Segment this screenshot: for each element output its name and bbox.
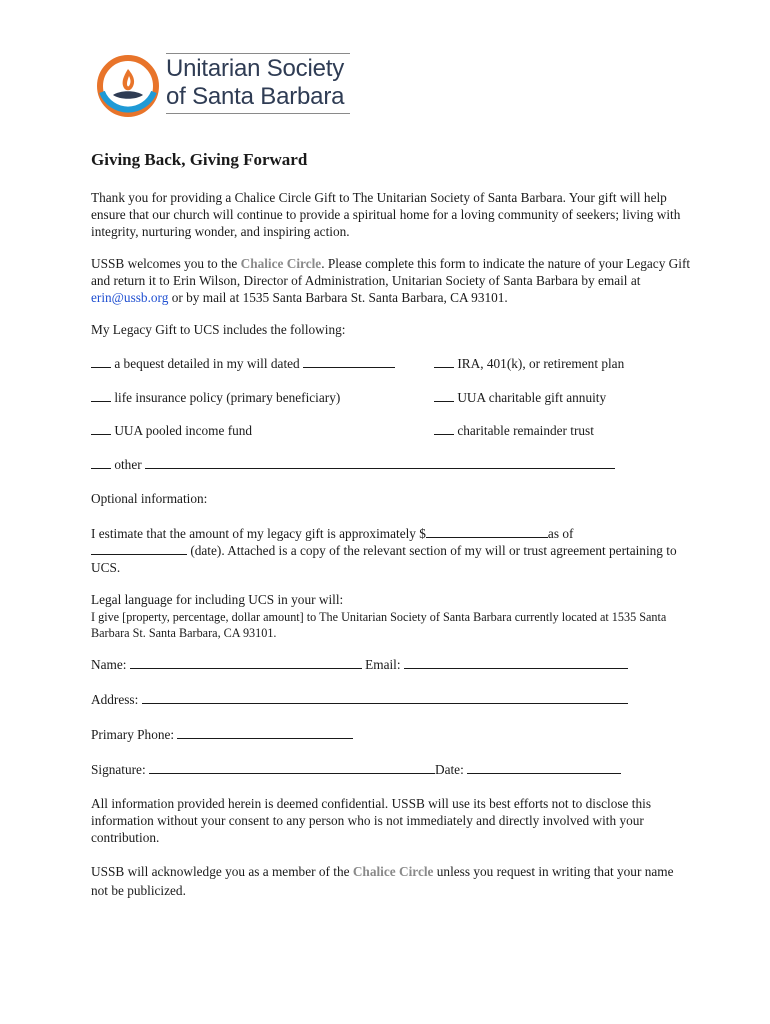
includes-heading: My Legacy Gift to UCS includes the following: [91,322,346,337]
checkbox-line[interactable] [91,423,111,435]
estimate-date-field[interactable] [91,543,187,555]
logo-line1: Unitarian Society [166,55,345,82]
estimate-paragraph [91,525,691,576]
address-row [91,692,628,708]
date-field[interactable] [467,762,621,774]
email-field[interactable] [404,657,628,669]
option-label: life insurance policy (primary beneficiary) [114,390,341,405]
name-field[interactable] [130,657,362,669]
legal-heading: Legal language for including UCS in your will: [91,592,344,607]
will-date-field[interactable] [303,356,395,368]
phone-label: Primary Phone: [91,727,175,742]
intro-paragraph: Thank you for providing a Chalice Circle Gift to The Unitarian Society of Santa Barbara. Your gift will help ensure that our church will continue to provide a spiritual home for a loving community of seekers; living with integrity, nurturing wonder, and inspiring action. [91,190,681,239]
estimate-text-2: as of [547,526,574,541]
chalice-circle-highlight-2: Chalice Circle [352,864,434,879]
logo-top-rule [166,53,350,54]
option-annuity[interactable] [434,390,606,406]
organization-logo [96,50,352,118]
welcome-text-1: USSB welcomes you to the [91,256,241,271]
checkbox-line[interactable] [434,423,454,435]
logo-bottom-rule [166,113,350,114]
name-row [91,657,628,673]
address-field[interactable] [142,692,628,704]
option-label: IRA, 401(k), or retirement plan [457,356,625,371]
phone-row [91,727,353,743]
phone-field[interactable] [177,727,353,739]
chalice-circle-highlight: Chalice Circle [240,256,322,271]
gift-amount-field[interactable] [426,526,548,538]
checkbox-line[interactable] [91,390,111,402]
option-ira[interactable] [434,356,624,372]
acknowledge-text-1: USSB will acknowledge you as a member of the [91,864,353,879]
option-label: other [114,457,142,472]
option-label: a bequest detailed in my will dated [114,356,300,371]
option-other[interactable] [91,457,615,473]
option-label: charitable remainder trust [457,423,594,438]
optional-heading: Optional information: [91,491,208,506]
name-label: Name: [91,657,127,672]
welcome-text-3: or by mail at 1535 Santa Barbara St. Santa Barbara, CA 93101. [168,290,508,305]
email-label: Email: [365,657,401,672]
logo-line2: of Santa Barbara [166,83,345,110]
acknowledge-text-2: unless you request in writing that your name not be publicized. [91,864,674,898]
checkbox-line[interactable] [434,356,454,368]
welcome-paragraph [91,255,691,306]
estimate-text-1: I estimate that the amount of my legacy gift is approximately $ [91,526,426,541]
option-pooled-income[interactable] [91,423,252,439]
legal-text: I give [property, percentage, dollar amount] to The Unitarian Society of Santa Barbara currently located at 1535 Santa Barbara St. Santa Barbara, CA 93101. [91,610,667,640]
checkbox-line[interactable] [91,356,111,368]
signature-field[interactable] [149,762,435,774]
option-bequest[interactable] [91,356,395,372]
estimate-text-3: (date). Attached is a copy of the relevant section of my will or trust agreement pertaining to UCS. [91,543,677,575]
date-label: Date: [434,762,464,777]
confidential-paragraph: All information provided herein is deemed confidential. USSB will use its best efforts not to disclose this information without your consent to any person who is not immediately and directly involved with your contribution. [91,796,651,845]
option-remainder-trust[interactable] [434,423,594,439]
address-label: Address: [91,692,139,707]
email-link[interactable]: erin@ussb.org [91,290,169,305]
checkbox-line[interactable] [91,457,111,469]
option-label: UUA charitable gift annuity [457,390,607,405]
checkbox-line[interactable] [434,390,454,402]
option-life-insurance[interactable] [91,390,340,406]
other-description-field[interactable] [145,457,615,469]
signature-label: Signature: [91,762,146,777]
chalice-logo-icon [96,50,160,118]
option-label: UUA pooled income fund [114,423,253,438]
welcome-text-2: . Please complete this form to indicate the nature of your Legacy Gift and return it to Erin Wilson, Director of Administration, Unitarian Society of Santa Barbara by email at [91,256,691,288]
signature-row [91,762,621,778]
acknowledge-paragraph [91,862,691,900]
page-title: Giving Back, Giving Forward [91,150,308,169]
